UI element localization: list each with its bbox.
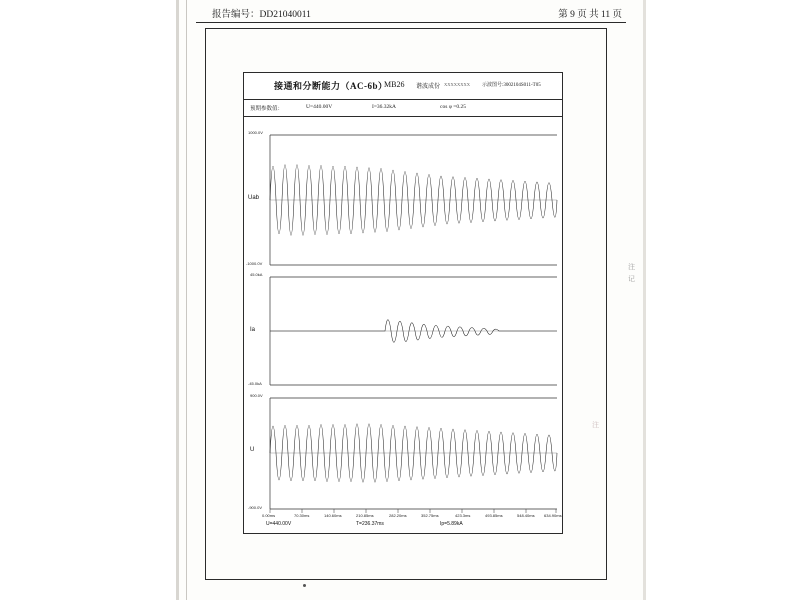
- paper-left-edge-shadow: [176, 0, 179, 600]
- paper-right-edge-shadow: [643, 0, 646, 600]
- x-tick-0: 0.00ms: [262, 513, 276, 518]
- parameter-voltage: U=440.00V: [306, 104, 333, 110]
- parameter-power-factor: cos φ =0.25: [440, 104, 466, 110]
- page-right-margin: [646, 0, 800, 600]
- margin-stamp: 注: [592, 421, 599, 429]
- oscillograph-title-code: MB26: [384, 80, 405, 89]
- margin-note-1: 注: [628, 263, 635, 271]
- channel-label-ia: Ia: [250, 327, 256, 333]
- header-divider: [196, 22, 626, 23]
- report-number-label: 报告编号：: [212, 10, 260, 20]
- oscillograph-parameters-row: [244, 100, 562, 117]
- x-tick-1: 70.30ms: [294, 513, 310, 518]
- page-bottom-dot: [303, 584, 306, 587]
- footer-peak-current: Ip=5.89kA: [440, 521, 463, 527]
- x-tick-9: 634.90ms: [544, 513, 562, 518]
- harmonic-label: 谐波成份: [416, 84, 441, 90]
- oscillograph-title: 接通和分断能力（AC-6b）: [274, 81, 388, 91]
- x-tick-7: 493.85ms: [485, 513, 503, 518]
- scale-u-top: 900.0V: [250, 393, 263, 398]
- page-left-margin: [0, 0, 176, 600]
- scale-ia-bottom: -45.0kA: [248, 381, 262, 386]
- oscillograph-traces: [244, 117, 562, 533]
- x-tick-3: 210.85ms: [356, 513, 374, 518]
- footer-time: T=236.37ms: [356, 521, 384, 527]
- harmonic-value: XXXXXXXX: [444, 82, 470, 87]
- page-number: 第 9 页 共 11 页: [558, 10, 622, 20]
- oscillograph-title-row: [244, 73, 562, 100]
- document-header: [196, 6, 626, 22]
- report-number: [212, 6, 311, 20]
- expected-parameters-label: 预期参数值：: [250, 106, 284, 112]
- channel-label-u: U: [250, 447, 255, 453]
- scale-ia-top: 45.0kA: [250, 272, 263, 277]
- oscillograph-serial: 示波图号:3002104S011-T05: [482, 83, 541, 88]
- x-tick-2: 140.60ms: [324, 513, 342, 518]
- binding-spine-line: [186, 0, 187, 600]
- channel-label-uab: Uab: [248, 195, 260, 201]
- x-tick-5: 352.75ms: [421, 513, 439, 518]
- x-tick-6: 423.3ms: [455, 513, 471, 518]
- report-number-value: DD21040011: [259, 10, 311, 20]
- x-tick-8: 548.40ms: [517, 513, 535, 518]
- scale-uab-bottom: -1000.0V: [246, 261, 263, 266]
- oscillograph-record: [243, 72, 563, 534]
- parameter-current: I=36.32kA: [372, 104, 397, 110]
- scale-u-bottom: -900.0V: [248, 505, 263, 510]
- x-tick-4: 282.20ms: [389, 513, 407, 518]
- oscillograph-plot-area: [244, 117, 562, 533]
- scale-uab-top: 1000.0V: [248, 130, 263, 135]
- footer-voltage: U=440.00V: [266, 521, 292, 527]
- margin-note-2: 记: [628, 275, 635, 283]
